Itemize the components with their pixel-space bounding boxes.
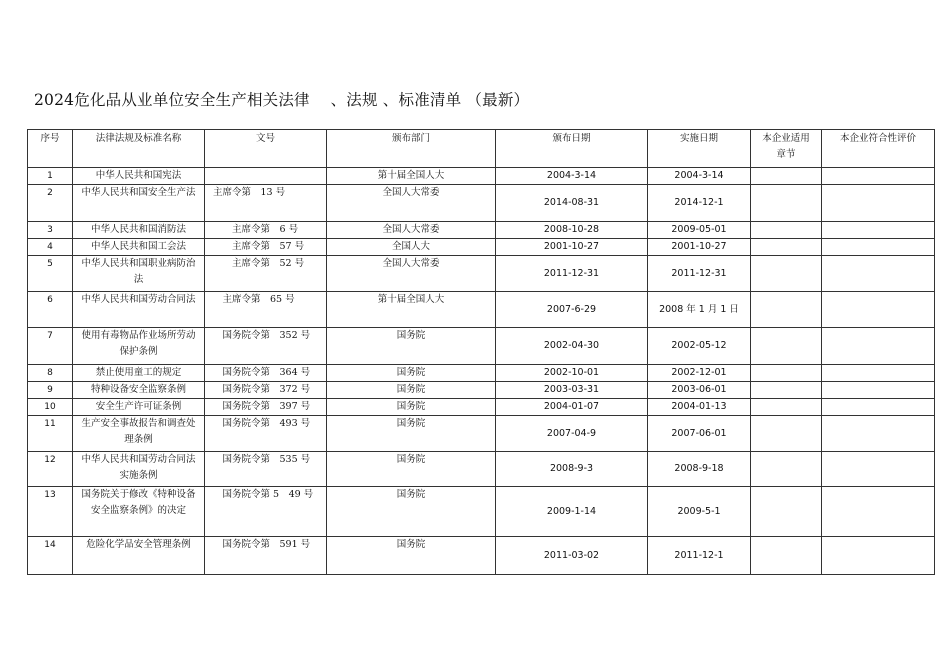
row-evaluation bbox=[822, 222, 935, 239]
row-effective: 2002-05-12 bbox=[648, 328, 751, 365]
row-name: 禁止使用童工的规定 bbox=[73, 365, 205, 382]
row-no: 7 bbox=[28, 328, 73, 365]
header-issued: 颁布日期 bbox=[496, 130, 648, 168]
row-name: 使用有毒物品作业场所劳动保护条例 bbox=[73, 328, 205, 365]
row-dept: 国务院 bbox=[327, 416, 496, 452]
row-no: 9 bbox=[28, 382, 73, 399]
row-chapter bbox=[751, 239, 822, 256]
row-doc-no: 国务院令第 535 号 bbox=[205, 452, 327, 487]
row-dept: 国务院 bbox=[327, 537, 496, 575]
row-effective: 2014-12-1 bbox=[648, 185, 751, 222]
header-dept: 颁布部门 bbox=[327, 130, 496, 168]
row-no: 10 bbox=[28, 399, 73, 416]
row-dept: 第十届全国人大 bbox=[327, 168, 496, 185]
row-evaluation bbox=[822, 328, 935, 365]
row-effective: 2003-06-01 bbox=[648, 382, 751, 399]
row-doc-no: 国务院令第 493 号 bbox=[205, 416, 327, 452]
header-doc-no: 文号 bbox=[205, 130, 327, 168]
row-effective: 2001-10-27 bbox=[648, 239, 751, 256]
row-chapter bbox=[751, 487, 822, 537]
table-row bbox=[28, 487, 935, 537]
table-row bbox=[28, 239, 935, 256]
row-name: 国务院关于修改《特种设备安全监察条例》的决定 bbox=[73, 487, 205, 537]
table-row bbox=[28, 292, 935, 328]
document-title: 2024危化品从业单位安全生产相关法律 、法规 、标准清单 （最新） bbox=[34, 91, 530, 109]
row-name: 中华人民共和国劳动合同法 bbox=[73, 292, 205, 328]
row-evaluation bbox=[822, 292, 935, 328]
row-evaluation bbox=[822, 239, 935, 256]
row-chapter bbox=[751, 382, 822, 399]
row-issued: 2002-10-01 bbox=[496, 365, 648, 382]
row-dept: 全国人大常委 bbox=[327, 185, 496, 222]
row-effective: 2008 年 1 月 1 日 bbox=[648, 292, 751, 328]
table-row bbox=[28, 365, 935, 382]
row-name: 中华人民共和国劳动合同法实施条例 bbox=[73, 452, 205, 487]
row-dept: 全国人大常委 bbox=[327, 256, 496, 292]
row-chapter bbox=[751, 537, 822, 575]
table-row bbox=[28, 168, 935, 185]
row-no: 2 bbox=[28, 185, 73, 222]
row-evaluation bbox=[822, 168, 935, 185]
row-no: 6 bbox=[28, 292, 73, 328]
row-no: 8 bbox=[28, 365, 73, 382]
row-dept: 全国人大常委 bbox=[327, 222, 496, 239]
row-dept: 第十届全国人大 bbox=[327, 292, 496, 328]
row-issued: 2008-10-28 bbox=[496, 222, 648, 239]
row-doc-no: 国务院令第 591 号 bbox=[205, 537, 327, 575]
table-row bbox=[28, 537, 935, 575]
row-chapter bbox=[751, 256, 822, 292]
row-no: 5 bbox=[28, 256, 73, 292]
table-row bbox=[28, 185, 935, 222]
row-name: 中华人民共和国宪法 bbox=[73, 168, 205, 185]
row-chapter bbox=[751, 365, 822, 382]
row-chapter bbox=[751, 416, 822, 452]
row-issued: 2007-04-9 bbox=[496, 416, 648, 452]
row-dept: 全国人大 bbox=[327, 239, 496, 256]
row-no: 12 bbox=[28, 452, 73, 487]
row-doc-no: 主席令第 13 号 bbox=[205, 185, 327, 222]
row-evaluation bbox=[822, 185, 935, 222]
row-doc-no: 国务院令第 397 号 bbox=[205, 399, 327, 416]
regulations-table bbox=[27, 129, 935, 575]
row-effective: 2008-9-18 bbox=[648, 452, 751, 487]
row-issued: 2001-10-27 bbox=[496, 239, 648, 256]
row-no: 1 bbox=[28, 168, 73, 185]
row-name: 中华人民共和国职业病防治法 bbox=[73, 256, 205, 292]
row-doc-no bbox=[205, 168, 327, 185]
row-doc-no: 主席令第 65 号 bbox=[205, 292, 327, 328]
row-doc-no: 主席令第 6 号 bbox=[205, 222, 327, 239]
row-name: 危险化学品安全管理条例 bbox=[73, 537, 205, 575]
row-doc-no: 国务院令第 364 号 bbox=[205, 365, 327, 382]
table-header-row bbox=[28, 130, 935, 168]
row-chapter bbox=[751, 222, 822, 239]
row-issued: 2008-9-3 bbox=[496, 452, 648, 487]
row-issued: 2009-1-14 bbox=[496, 487, 648, 537]
row-chapter bbox=[751, 399, 822, 416]
row-doc-no: 主席令第 57 号 bbox=[205, 239, 327, 256]
table-row bbox=[28, 328, 935, 365]
row-evaluation bbox=[822, 416, 935, 452]
row-issued: 2002-04-30 bbox=[496, 328, 648, 365]
row-name: 中华人民共和国工会法 bbox=[73, 239, 205, 256]
row-effective: 2004-3-14 bbox=[648, 168, 751, 185]
table-row bbox=[28, 416, 935, 452]
row-effective: 2009-5-1 bbox=[648, 487, 751, 537]
header-no: 序号 bbox=[28, 130, 73, 168]
row-dept: 国务院 bbox=[327, 382, 496, 399]
row-doc-no: 主席令第 52 号 bbox=[205, 256, 327, 292]
table-row bbox=[28, 256, 935, 292]
row-dept: 国务院 bbox=[327, 328, 496, 365]
row-evaluation bbox=[822, 452, 935, 487]
row-issued: 2007-6-29 bbox=[496, 292, 648, 328]
header-evaluation: 本企业符合性评价 bbox=[822, 130, 935, 168]
row-chapter bbox=[751, 168, 822, 185]
row-dept: 国务院 bbox=[327, 452, 496, 487]
row-name: 生产安全事故报告和调查处理条例 bbox=[73, 416, 205, 452]
row-effective: 2011-12-1 bbox=[648, 537, 751, 575]
row-name: 安全生产许可证条例 bbox=[73, 399, 205, 416]
row-issued: 2014-08-31 bbox=[496, 185, 648, 222]
row-evaluation bbox=[822, 537, 935, 575]
row-dept: 国务院 bbox=[327, 399, 496, 416]
table-row bbox=[28, 222, 935, 239]
row-issued: 2003-03-31 bbox=[496, 382, 648, 399]
row-doc-no: 国务院令第 372 号 bbox=[205, 382, 327, 399]
row-chapter bbox=[751, 185, 822, 222]
header-chapter: 本企业适用章节 bbox=[751, 130, 822, 168]
table-row bbox=[28, 452, 935, 487]
row-issued: 2004-3-14 bbox=[496, 168, 648, 185]
row-chapter bbox=[751, 452, 822, 487]
row-chapter bbox=[751, 328, 822, 365]
row-effective: 2011-12-31 bbox=[648, 256, 751, 292]
row-evaluation bbox=[822, 256, 935, 292]
row-evaluation bbox=[822, 399, 935, 416]
row-no: 14 bbox=[28, 537, 73, 575]
row-no: 13 bbox=[28, 487, 73, 537]
row-doc-no: 国务院令第 352 号 bbox=[205, 328, 327, 365]
row-name: 中华人民共和国消防法 bbox=[73, 222, 205, 239]
row-doc-no: 国务院令第 5 49 号 bbox=[205, 487, 327, 537]
table-row bbox=[28, 382, 935, 399]
row-effective: 2007-06-01 bbox=[648, 416, 751, 452]
row-evaluation bbox=[822, 365, 935, 382]
row-dept: 国务院 bbox=[327, 365, 496, 382]
row-effective: 2009-05-01 bbox=[648, 222, 751, 239]
row-no: 4 bbox=[28, 239, 73, 256]
row-effective: 2004-01-13 bbox=[648, 399, 751, 416]
row-issued: 2004-01-07 bbox=[496, 399, 648, 416]
row-effective: 2002-12-01 bbox=[648, 365, 751, 382]
row-chapter bbox=[751, 292, 822, 328]
row-dept: 国务院 bbox=[327, 487, 496, 537]
header-effective: 实施日期 bbox=[648, 130, 751, 168]
row-name: 特种设备安全监察条例 bbox=[73, 382, 205, 399]
row-evaluation bbox=[822, 487, 935, 537]
row-evaluation bbox=[822, 382, 935, 399]
row-name: 中华人民共和国安全生产法 bbox=[73, 185, 205, 222]
table-row bbox=[28, 399, 935, 416]
header-name: 法律法规及标准名称 bbox=[73, 130, 205, 168]
row-no: 3 bbox=[28, 222, 73, 239]
row-issued: 2011-03-02 bbox=[496, 537, 648, 575]
row-issued: 2011-12-31 bbox=[496, 256, 648, 292]
row-no: 11 bbox=[28, 416, 73, 452]
